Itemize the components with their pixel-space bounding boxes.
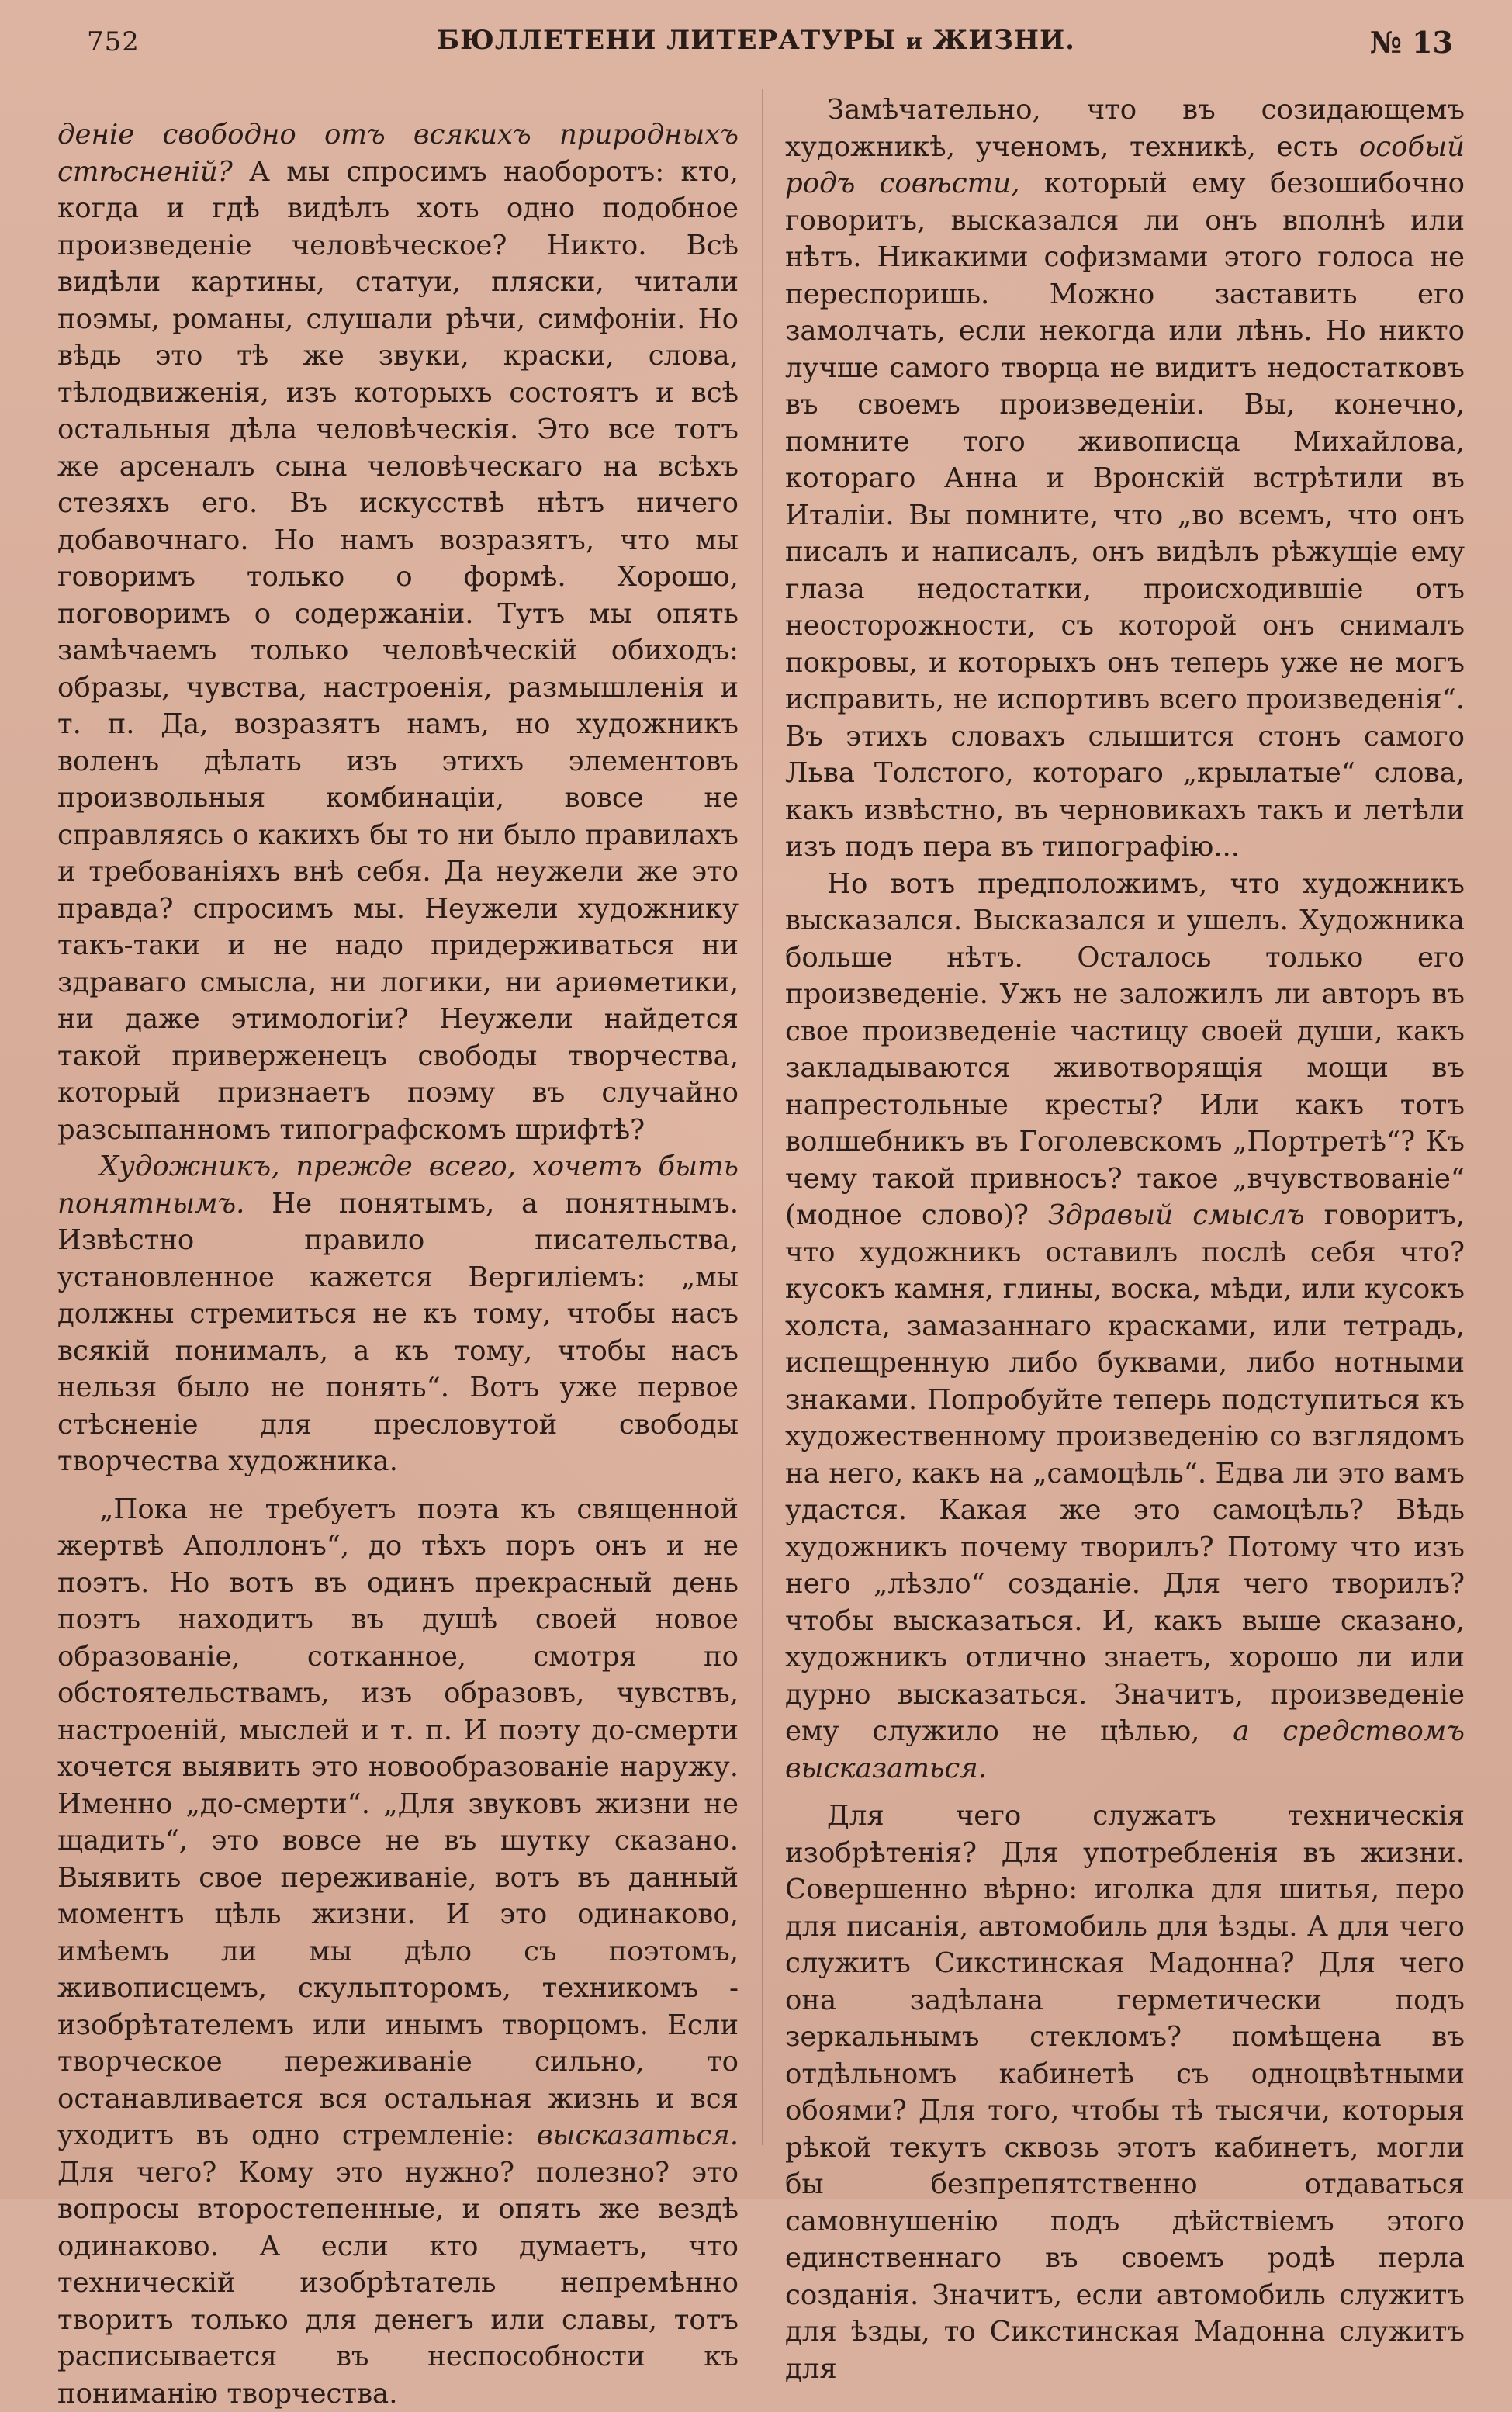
italic-phrase: особый родъ совѣсти, [785, 131, 1465, 200]
paragraph [785, 866, 1465, 1787]
paragraph-text: который ему безошибочно говоритъ, высказался ли онъ вполнѣ или нѣтъ. Никакими софизмами этого голоса не переспоришь. Можно заставить его замолчать, если некогда или лѣнь. Но никто лучше самого творца не видитъ недостатковъ въ своемъ произведеніи. Вы, конечно, помните того живописца Михайлова, котораго Анна и Вронскій встрѣтили въ Италіи. Вы помните, что „во всемъ, что онъ писалъ и написалъ, онъ видѣлъ рѣжущіе ему глаза недостатки, происходившіе отъ неосторожности, съ которой онъ снималъ покровы, и которыхъ онъ теперь уже не могъ исправить, не испортивъ всего произведенія“. Въ этихъ словахъ слышится стонъ самого Льва Толстого, котораго „крылатые“ слова, какъ извѣстно, въ черновикахъ такъ и летѣли изъ подъ пера въ типографію... [785, 168, 1465, 863]
column-divider [762, 89, 763, 2145]
page-header [0, 22, 1512, 68]
paragraph [57, 1148, 739, 1480]
paragraph [57, 116, 739, 1148]
paragraph-text: Замѣчательно, что въ созидающемъ художникѣ, ученомъ, техникѣ, есть [785, 94, 1465, 163]
page-number: 752 [87, 26, 140, 57]
running-head [0, 25, 1512, 56]
italic-phrase: Здравый смыслъ [1048, 1199, 1304, 1231]
running-head-title-end: ЖИЗНИ. [933, 25, 1075, 56]
italic-phrase: а средствомъ высказаться. [785, 1715, 1465, 1784]
italic-phrase: высказаться. [537, 2120, 739, 2151]
paragraph-text: Не понятымъ, а понятнымъ. Извѣстно правило писательства, установленное кажется Вергиліемъ: „мы должны стремиться не къ тому, чтобы насъ всякій понималъ, а къ тому, чтобы насъ нельзя было не понять“. Вотъ уже первое стѣсненіе для пресловутой свободы творчества художника. [57, 1188, 739, 1478]
paragraph-text: А мы спросимъ наоборотъ: кто, когда и гдѣ видѣлъ хоть одно подобное произведеніе человѣческое? Никто. Всѣ видѣли картины, статуи, пляски, читали поэмы, романы, слушали рѣчи, симфоніи. Но вѣдь это тѣ же звуки, краски, слова, тѣлодвиженія, изъ которыхъ состоятъ и всѣ остальныя дѣла человѣческія. Это все тотъ же арсеналъ сына человѣческаго на всѣхъ стезяхъ его. Въ искусствѣ нѣтъ ничего добавочнаго. Но намъ возразятъ, что мы говоримъ только о формѣ. Хорошо, поговоримъ о содержаніи. Тутъ мы опять замѣчаемъ только человѣческій обиходъ: образы, чувства, настроенія, размышленія и т. п. Да, возразятъ намъ, но художникъ воленъ дѣлать изъ этихъ элементовъ произвольныя комбинаціи, вовсе не справляясь о какихъ бы то ни было правилахъ и требованіяхъ внѣ себя. Да неужели же это правда? спросимъ мы. Неужели художнику такъ-таки и не надо придерживаться ни здраваго смысла, ни логики, ни ариѳметики, ни даже этимологіи? Неужели найдется такой приверженецъ свободы творчества, который признаетъ поэму въ случайно разсыпанномъ типографскомъ шрифтѣ? [57, 156, 739, 1146]
paragraph-text: говоритъ, что художникъ оставилъ послѣ себя что? кусокъ камня, глины, воска, мѣди, или кусокъ холста, замазаннаго красками, или тетрадь, испещренную либо буквами, либо нотными знаками. Попробуйте теперь подступиться къ художественному произведенію со взглядомъ на него, какъ на „самоцѣль“. Едва ли это вамъ удастся. Какая же это самоцѣль? Вѣдь художникъ почему творилъ? Потому что изъ него „лѣзло“ созданіе. Для чего творилъ? чтобы высказаться. И, какъ выше сказано, художникъ отлично знаетъ, хорошо ли или дурно высказаться. Значитъ, произведеніе ему служило не цѣлью, [785, 1199, 1465, 1747]
paragraph-text: Для чего служатъ техническія изобрѣтенія? Для употребленія въ жизни. Совершенно вѣрно: иголка для шитья, перо для писанія, автомобиль для ѣзды. А для чего служитъ Сикстинская Мадонна? Для чего она задѣлана герметически подъ зеркальнымъ стекломъ? помѣщена въ отдѣльномъ кабинетѣ съ одноцвѣтными обоями? Для того, чтобы тѣ тысячи, которыя рѣкой текутъ сквозь этотъ кабинетъ, могли бы безпрепятственно отдаваться самовнушенію подъ дѣйствіемъ этого единственнаго въ своемъ родѣ перла созданія. Значитъ, если автомобиль служитъ для ѣзды, то Сикстинская Мадонна служитъ для [785, 1800, 1465, 2385]
paragraph-text: Для чего? Кому это нужно? полезно? это вопросы второстепенные, и опять же вездѣ одинаково. А если кто думаетъ, что техническій изобрѣтатель непремѣнно творитъ только для денегъ или славы, тотъ расписывается въ неспособности къ пониманію творчества. [57, 2157, 739, 2410]
issue-number: № 13 [1370, 25, 1453, 60]
italic-phrase: Художникъ, прежде всего, хочетъ быть понятнымъ. [57, 1151, 739, 1220]
right-column [785, 92, 1465, 2387]
italic-lead: деніе свободно отъ всякихъ природныхъ стѣсненій? [57, 119, 739, 188]
paragraph-text: Но вотъ предположимъ, что художникъ высказался. Высказался и ушелъ. Художника больше нѣтъ. Осталось только его произведеніе. Ужъ не заложилъ ли авторъ въ свое произведеніе частицу своей души, какъ закладываются животворящія мощи въ напрестольные кресты? Или какъ тотъ волшебникъ въ Гоголевскомъ „Портретѣ“? Къ чему такой привносъ? такое „вчувствованіе“ (модное слово)? [785, 868, 1465, 1232]
paragraph [57, 1491, 739, 2412]
paragraph [785, 1798, 1465, 2387]
paragraph-text: „Пока не требуетъ поэта къ священной жертвѣ Аполлонъ“, до тѣхъ поръ онъ и не поэтъ. Но вотъ въ одинъ прекрасный день поэтъ находитъ въ душѣ своей новое образованіе, сотканное, смотря по обстоятельствамъ, изъ образовъ, чувствъ, настроеній, мыслей и т. п. И поэту до-смерти хочется выявить это новообразованіе наружу. Именно „до-смерти“. „Для звуковъ жизни не щадить“, это вовсе не въ шутку сказано. Выявить свое переживаніе, вотъ въ данный моментъ цѣль жизни. И это одинаково, имѣемъ ли мы дѣло съ поэтомъ, живописцемъ, скульпторомъ, техникомъ - изобрѣтателемъ или инымъ творцомъ. Если творческое переживаніе сильно, то останавливается вся остальная жизнь и вся уходитъ въ одно стремленіе: [57, 1493, 739, 2152]
running-head-conjunction: и [906, 29, 923, 54]
left-column [57, 116, 739, 2412]
paragraph [785, 92, 1465, 866]
running-head-title: БЮЛЛЕТЕНИ ЛИТЕРАТУРЫ [437, 25, 896, 56]
